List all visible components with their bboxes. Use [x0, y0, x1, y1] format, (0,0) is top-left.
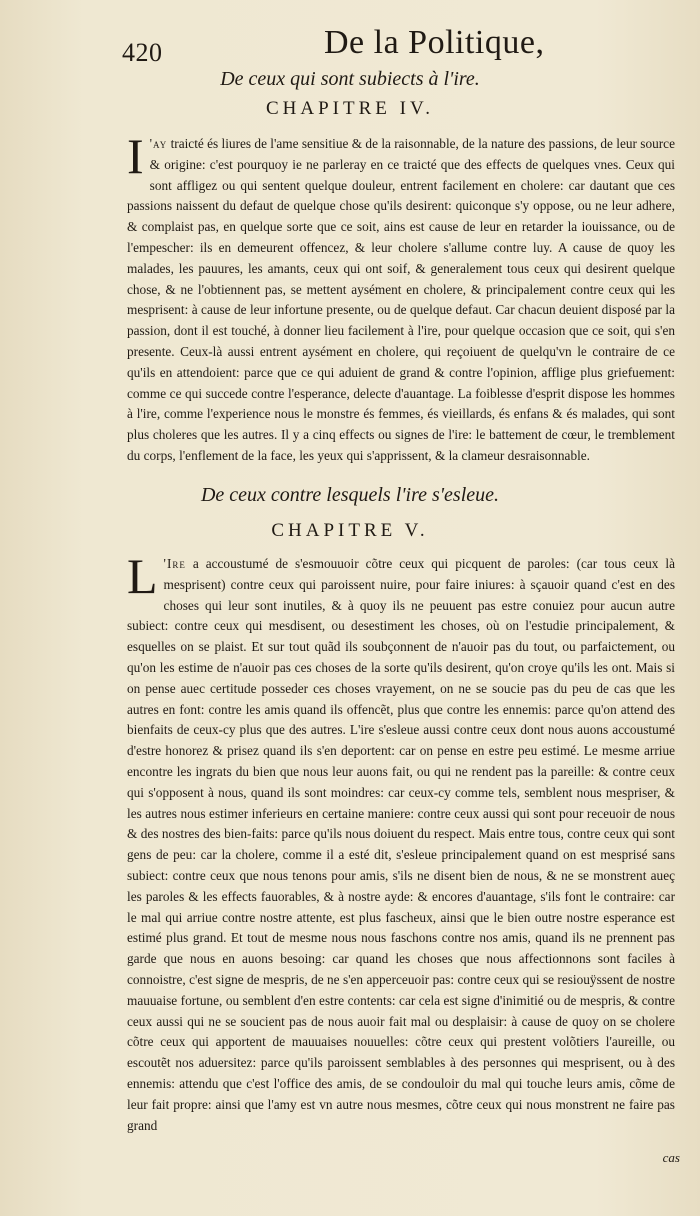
chapter-4-drop-cap: I [127, 128, 144, 184]
chapter-4-lead-word: 'ay [149, 136, 168, 151]
chapter-4-paragraph [127, 128, 675, 467]
running-title: De la Politique, [324, 24, 545, 61]
page-number: 420 [122, 38, 163, 67]
chapter-5-text [127, 548, 675, 1136]
page-header [0, 22, 700, 68]
chapter-5-heading: CHAPITRE V. [271, 520, 429, 541]
chapter-5-lead-word: 'Ire [163, 556, 186, 571]
chapter-4-heading: CHAPITRE IV. [266, 98, 434, 119]
chapter-4-body: traicté és liures de l'ame sensitiue & de la raisonnable, de la nature des passions, de leur source & origine: c'est pourquoy ie ne parleray en ce traicté que des effects de quelques vnes. Ceux qui sont affligez ou qui sentent quelque douleur, entrent facilement en cholere: car dautant que ces passions naissent du defaut de quelque chose qu'ils desirent: quiconque s'y oppose, ou ne leur adhere, & complaist pas, en quelque sorte que ce soit, ains est cause de leur en retarder la iouissance, ou de l'empescher: ils en demeurent offencez, & leur cholere s'allume contre luy. A cause de quoy les malades, les pauures, les amants, ceux qui ont soif, & generalement tous ceux qui desirent quelque chose, & ne l'obtiennent pas, se mettent aysément en cholere, & principalement contre ceux qui les mesprisent: à cause de leur infortune presente, ou de quelque defaut. Car chacun deuient disposé par la passion, dont il est touché, à donner lieu facilement à l'ire, pour quelque occasion que ce soit, qui s'en presente. Ceux-là aussi entrent aysément en cholere, qui reçoiuent de quelqu'vn le contraire de ce qu'ils en attendoient: parce que ce qui aduient de grand & contre l'opinion, afflige plus griefuement: comme ce qui succede contre l'esperance, delecte d'auantage. La foiblesse d'esprit dispose les hommes à l'ire, comme l'experience nous le monstre és femmes, és vieillards, és enfans & és malades, qui sont plus choleres que les autres. Il y a cinq effects ou signes de l'ire: le battement de cœur, le tremblement du corps, l'enflement de la face, les yeux qui s'apprissent, & la clameur desraisonnable. [127, 136, 675, 463]
catchword: cas [662, 1150, 680, 1165]
chapter-4-text [127, 128, 675, 467]
chapter-5-body: a accoustumé de s'esmouuoir cõtre ceux qui picquent de paroles: (car tous ceux là mesprisent) contre ceux qui paroissent nuire, pour faire iniures: à sçauoir quand c'est en des choses qui leur sont inutiles, & à quoy ils ne peuuent pas estre conuiez pour aucun autre subiect: contre ceux qui mesdisent, ou desestiment les choses, où on l'estudie principalement, & esquelles on se plaist. Et sur tout quãd ils soubçonnent de n'auoir pas du tout, ou parfaictement, ou qu'on les estime de n'auoir pas ces choses de la sorte qu'ils desirent, qu'on croye qu'ils les ont. Mais si on pense auec certitude posseder ces choses vrayement, on ne se soucie pas du peu de cas que les autres en font: contre les amis quand ils offencẽt, plus que contre les ennemis: parce qu'on attend des bienfaits de ceux-cy plus que des autres. L'ire s'esleue aussi contre ceux dont nous auons accoustumé d'estre honorez & prisez quand ils s'en deportent: car on pense en estre peu estimé. Le mesme arriue encontre les ingrats du bien que nous leur auons fait, ou qui ne rendent pas la pareille: & contre ceux qui s'opposent à nous, quand ils sont moindres: car ceux-cy comme tels, semblent nous mespriser, & les autres nous estimer inferieurs en certaine maniere: contre ceux aussi qui sont pour receuoir de nous & des nostres des bien-faits: parce qu'ils nous doiuent du respect. Mais entre tous, contre ceux qui sont gens de peu: car la cholere, comme il a esté dit, s'esleue principalement quand on est mesprisé sans subiect: contre ceux que nous tenons pour amis, s'ils ne disent bien de nous, & ne se monstrent aueç les paroles & les effects fauorables, & à nostre ayde: & encores d'auantage, s'ils font le contraire: car le mal qui arriue contre nostre attente, est plus fascheux, ainsi que le bien outre nostre esperance est estimé plus grand. Et tout de mesme nous nous faschons contre nos amis, quand ils ne prennent pas garde que nous en auons besoing: car quand les choses que nous affectionnons sont faciles à connoistre, c'est signe de mespris, de ne s'en apperceuoir pas: contre ceux qui se resiouÿssent de nostre mauuaise fortune, ou semblent d'en estre contents: car cela est signe d'inimitié ou de mespris, & contre ceux aussi qui ne se soucient pas de nous auoir fait mal ou desplaisir: à cause de quoy on se cholere cõtre ceux qui apportent de mauuaises nouuelles: cõtre ceux qui prestent volõtiers l'aureille, ou escoutẽt nos aduersitez: parce qu'ils paroissent semblables à des personnes qui mesprisent, ou à des ennemis: attendu que c'est l'office des amis, de se condouloir du mal qui touche leurs amis, cõme de leur fait propre: ainsi que l'amy est vn autre nous mesmes, cõtre ceux qui nous monstrent ne faire pas grand [127, 556, 675, 1133]
chapter-5-drop-cap: L [127, 548, 158, 604]
chapter-5-title: De ceux contre lesquels l'ire s'esleue. [200, 484, 500, 506]
chapter-4-title: De ceux qui sont subiects à l'ire. [220, 68, 480, 90]
chapter-5-paragraph [127, 548, 675, 1136]
